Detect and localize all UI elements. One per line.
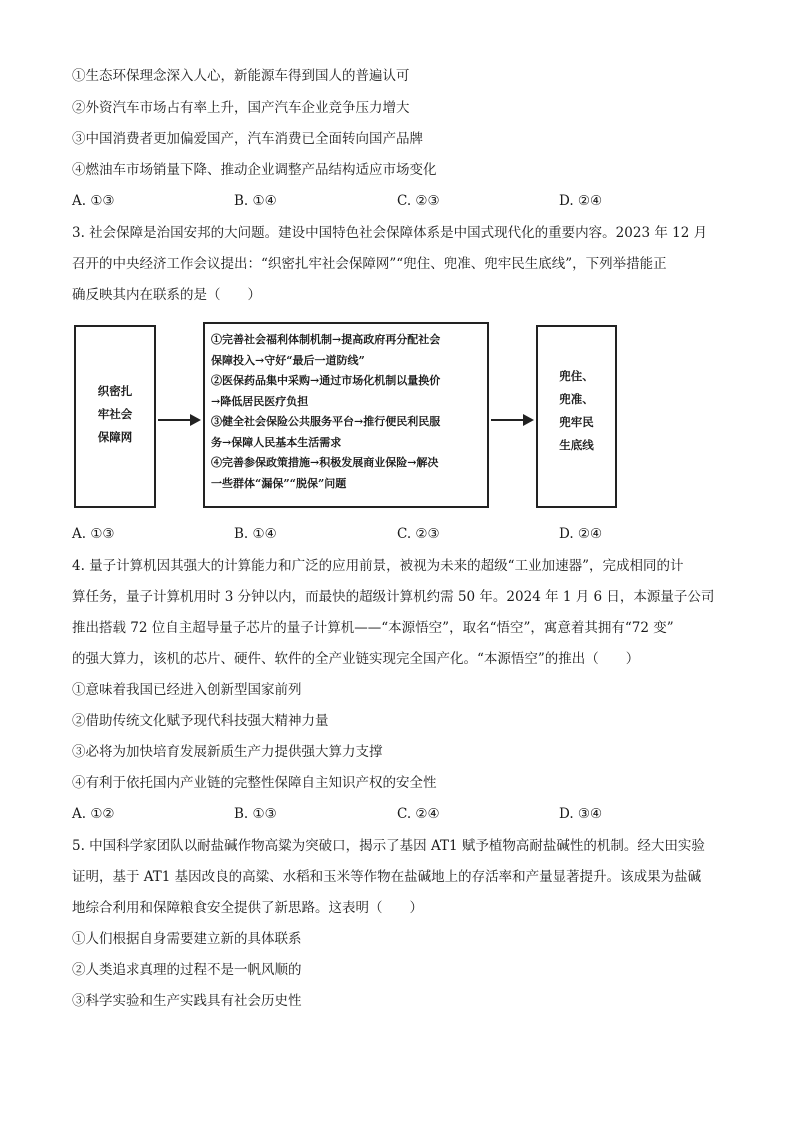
q2-options [72,192,722,210]
q3-diagram-middle-box [203,322,489,508]
q4-statement-2: ②借助传统文化赋予现代科技强大精神力量 [72,713,329,729]
q3-left-line-2: 牢社会 [97,407,133,421]
q3-measure-2-line-1: ②医保药品集中采购→通过市场化机制以量换价 [211,374,441,387]
q3-stem-line-2: 召开的中央经济工作会议提出：“织密扎牢社会保障网”“兜住、兜准、兜牢民生底线”，下列举措能正 [72,256,667,272]
q3-stem-line-3: 确反映其内在联系的是（ ） [72,287,261,303]
q4-statement-1: ①意味着我国已经进入创新型国家前列 [72,682,302,698]
q3-measure-3-line-2: 务→保障人民基本生活需求 [211,435,342,449]
q3-measure-4-line-2: 一些群体“漏保”“脱保”问题 [211,476,347,490]
q3-measure-1-line-1: ①完善社会福利体制机制→提高政府再分配社会 [211,333,441,346]
q2-statement-3: ③中国消费者更加偏爱国产，汽车消费已全面转向国产品牌 [72,131,423,147]
q2-statement-1: ①生态环保理念深入人心，新能源车得到国人的普遍认可 [72,68,410,84]
q3-diagram-right-box [536,325,617,508]
q5-statement-1: ①人们根据自身需要建立新的具体联系 [72,931,302,947]
q3-options [72,525,722,543]
q4-stem-line-3: 推出搭载 72 位自主超导量子芯片的量子计算机——“本源悟空”，取名“悟空”，寓意着其拥有“72 变” [72,620,674,636]
q3-right-line-2: 兜准、 [559,392,594,406]
q3-left-line-1: 织密扎 [97,384,133,398]
q5-stem-line-3: 地综合利用和保障粮食安全提供了新思路。这表明（ ） [72,900,423,916]
q4-stem-line-1: 4. 量子计算机因其强大的计算能力和广泛的应用前景，被视为未来的超级“工业加速器”，完成相同的计 [72,558,684,574]
q5-stem-line-2: 证明，基于 AT1 基因改良的高粱、水稻和玉米等作物在盐碱地上的存活率和产量显著提升。该成果为盐碱 [72,869,702,885]
q3-right-line-3: 兜牢民 [559,415,594,429]
q2-option-a: A. ①③ [72,193,115,209]
q4-statement-4: ④有利于依托国内产业链的完整性保障自主知识产权的安全性 [72,775,437,791]
q3-option-d: D. ②④ [559,526,603,542]
q3-arrow-right-icon [490,410,536,430]
q2-option-c: C. ②③ [397,193,440,209]
q3-left-line-3: 保障网 [97,430,133,444]
q2-statement-4: ④燃油车市场销量下降、推动企业调整产品结构适应市场变化 [72,162,437,178]
q3-option-c: C. ②③ [397,526,440,542]
q5-statement-3: ③科学实验和生产实践具有社会历史性 [72,993,302,1009]
q4-option-c: C. ②④ [397,806,440,822]
q3-arrow-right-icon [157,410,203,430]
q4-options [72,805,722,823]
q4-stem-line-2: 算任务，量子计算机用时 3 分钟以内，而最快的超级计算机约需 50 年。2024 年 1 月 6 日，本源量子公司 [72,589,715,605]
q3-diagram-left-box [74,325,156,508]
q3-right-line-4: 生底线 [559,438,594,452]
q3-measure-1-line-2: 保障投入→守好“最后一道防线” [211,353,365,367]
q5-stem-line-1: 5. 中国科学家团队以耐盐碱作物高粱为突破口，揭示了基因 AT1 赋予植物高耐盐碱性的机制。经大田实验 [72,838,705,854]
q3-stem-line-1: 3. 社会保障是治国安邦的大问题。建设中国特色社会保障体系是中国式现代化的重要内容。2023 年 12 月 [72,225,708,241]
q3-option-a: A. ①③ [72,526,115,542]
q3-measure-3-line-1: ③健全社会保险公共服务平台→推行便民利民服 [211,415,441,428]
q4-option-b: B. ①③ [234,806,277,822]
q4-statement-3: ③必将为加快培育发展新质生产力提供强大算力支撑 [72,744,383,760]
q3-measure-2-line-2: →降低居民医疗负担 [211,394,309,408]
q2-statement-2: ②外资汽车市场占有率上升，国产汽车企业竞争压力增大 [72,100,410,116]
q3-right-line-1: 兜住、 [559,369,594,383]
q3-measure-4-line-1: ④完善参保政策措施→积极发展商业保险→解决 [211,456,439,469]
q4-option-d: D. ③④ [559,806,603,822]
q4-option-a: A. ①② [72,806,115,822]
q3-option-b: B. ①④ [234,526,277,542]
q5-statement-2: ②人类追求真理的过程不是一帆风顺的 [72,962,302,978]
q4-stem-line-4: 的强大算力，该机的芯片、硬件、软件的全产业链实现完全国产化。“本源悟空”的推出（ ） [72,651,640,667]
q2-option-d: D. ②④ [559,193,603,209]
q2-option-b: B. ①④ [234,193,277,209]
